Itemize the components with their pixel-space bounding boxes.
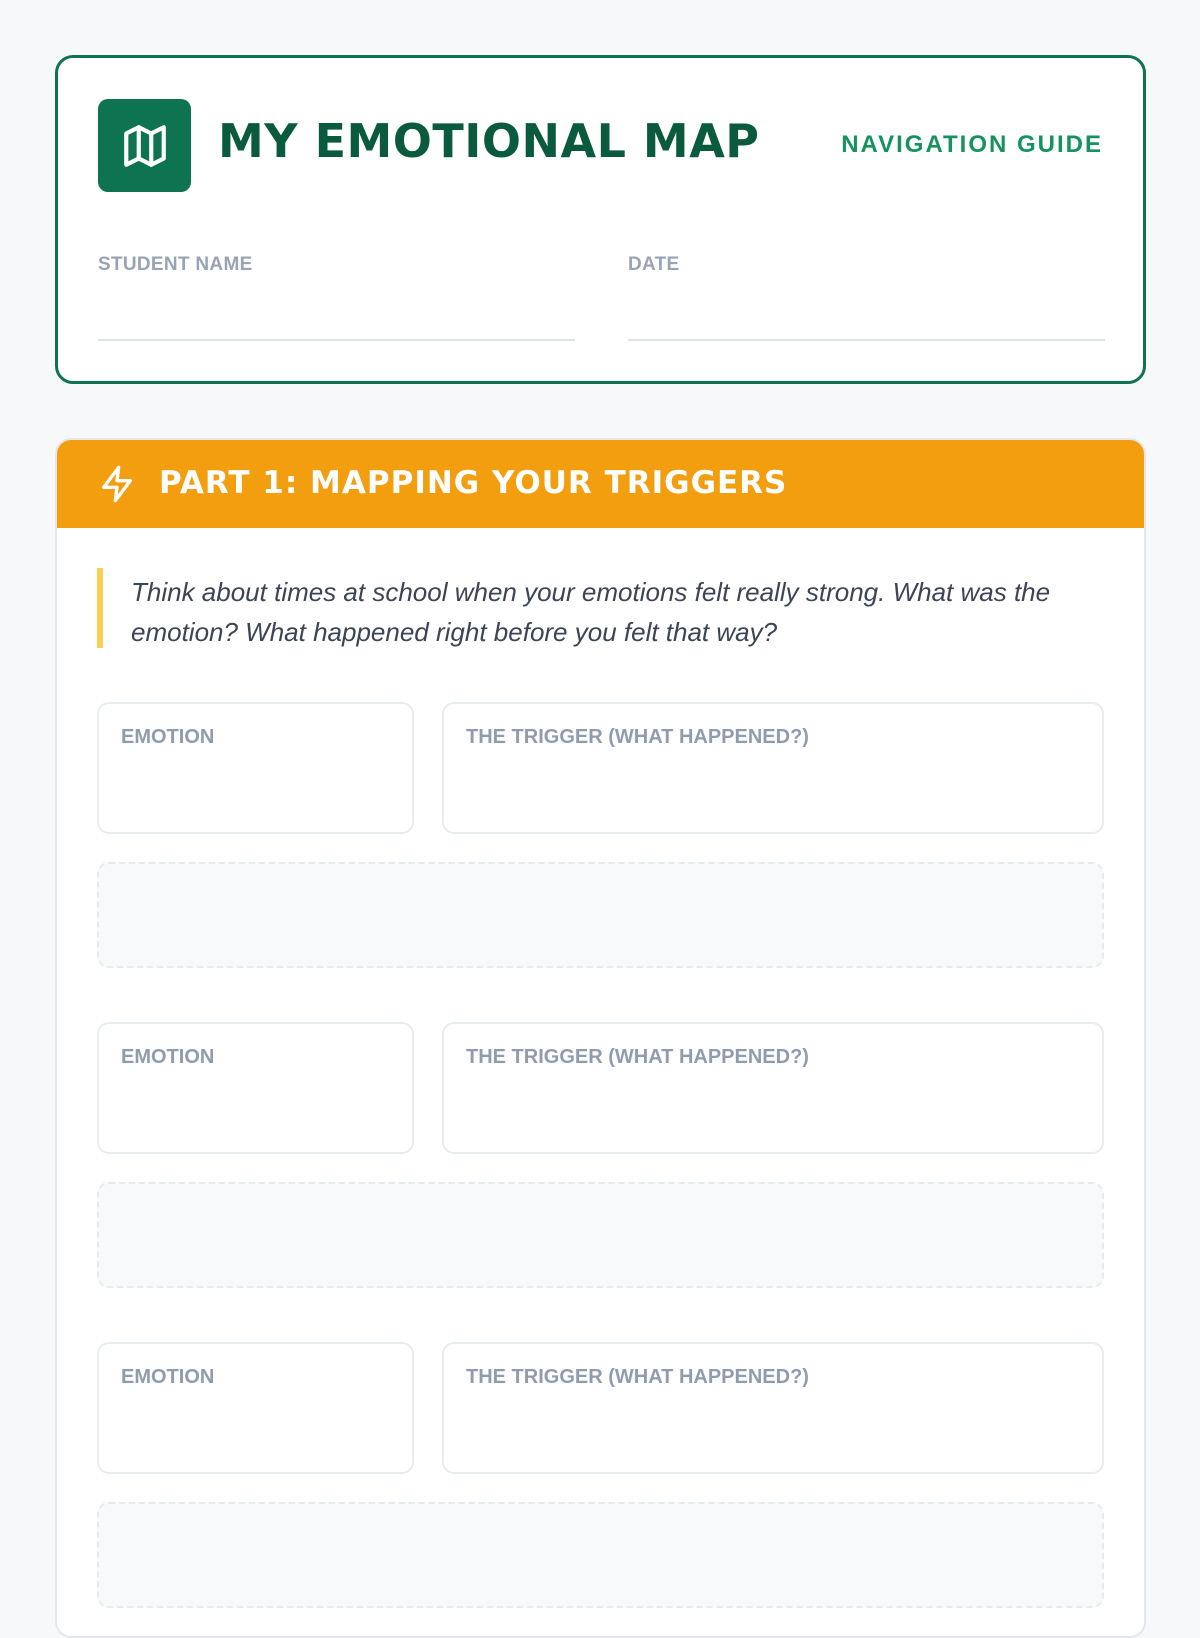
- trigger-label: THE TRIGGER (WHAT HAPPENED?): [466, 1046, 809, 1068]
- notes-field[interactable]: [97, 1502, 1104, 1608]
- date-field[interactable]: [628, 339, 1105, 341]
- trigger-label: THE TRIGGER (WHAT HAPPENED?): [466, 726, 809, 748]
- emotion-label: EMOTION: [121, 726, 215, 748]
- student-name-field[interactable]: [98, 339, 575, 341]
- map-icon: [120, 121, 170, 171]
- part1-section-card: [55, 438, 1146, 1638]
- part1-title: PART 1: MAPPING YOUR TRIGGERS: [159, 465, 788, 501]
- trigger-field[interactable]: [442, 702, 1104, 834]
- page-subtitle: NAVIGATION GUIDE: [841, 131, 1103, 158]
- trigger-label: THE TRIGGER (WHAT HAPPENED?): [466, 1366, 809, 1388]
- emotion-label: EMOTION: [121, 1046, 215, 1068]
- emotion-field[interactable]: [97, 1022, 414, 1154]
- part1-header: [57, 440, 1144, 528]
- student-name-label: STUDENT NAME: [98, 254, 253, 275]
- logo-badge: [98, 99, 191, 192]
- notes-field[interactable]: [97, 862, 1104, 968]
- emotion-field[interactable]: [97, 1342, 414, 1474]
- trigger-field[interactable]: [442, 1022, 1104, 1154]
- page-title: MY EMOTIONAL MAP: [218, 114, 760, 168]
- date-label: DATE: [628, 254, 680, 275]
- worksheet-header-card: [55, 55, 1146, 384]
- emotion-field[interactable]: [97, 702, 414, 834]
- part1-prompt: Think about times at school when your emotions felt really strong. What was the emotion? What happened right before you felt that way?: [131, 577, 1051, 647]
- trigger-field[interactable]: [442, 1342, 1104, 1474]
- emotion-label: EMOTION: [121, 1366, 215, 1388]
- notes-field[interactable]: [97, 1182, 1104, 1288]
- prompt-accent-bar: [97, 568, 103, 648]
- lightning-bolt-icon: [97, 464, 137, 504]
